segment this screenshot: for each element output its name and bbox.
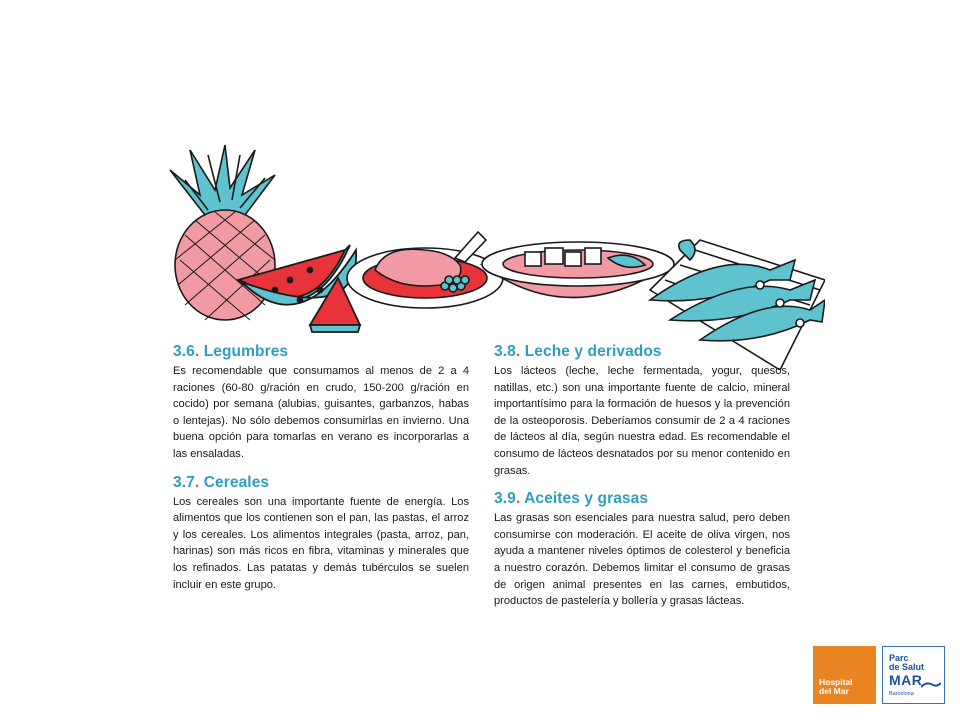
section-legumbres — [173, 343, 469, 463]
section-body: Las grasas son esenciales para nuestra salud, pero deben consumirse con moderación. El aceite de oliva virgen, nos ayuda a mantener niveles óptimos de colesterol y beneficia a nuestro corazón. Debemos limitar el consumo de grasas de origen animal presentes en las carnes, embutidos, productos de pastelería y bollería y grasas lácteas. — [494, 512, 790, 608]
heading-title: Leche y derivados — [524, 343, 662, 360]
right-column — [494, 343, 790, 621]
dairy-bowl-icon — [482, 242, 674, 298]
section-heading: 3.8. Leche y derivados — [494, 343, 662, 360]
section-heading: 3.9. Aceites y grasas — [494, 490, 649, 508]
section-cereales — [173, 474, 469, 594]
section-body: Los lácteos (leche, leche fermentada, yogur, quesos, natillas, etc.) son una importante fuente de calcio, mineral importantísimo para la formación de huesos y la prevención de la osteoporosis. Deberíamos consumir de 2 a 4 raciones de lácteos al día, según nuestra edad. Es recomendable el consumo de lácteos desnatados por su menor contenido en grasas. — [494, 365, 790, 477]
chicken-plate-icon — [347, 232, 503, 308]
hospital-del-mar-logo: Hospital del Mar — [813, 646, 876, 704]
section-body: Los cereales son una importante fuente de energía. Los alimentos que los contienen son el pan, las pastas, el arroz y los cereales. Los alimentos integrales (pasta, arroz, pan, harinas) son más ricos en fibra, vitaminas y minerales que los refinados. Las patatas y demás tubérculos se suelen incluir en este grupo. — [173, 495, 469, 591]
wave-icon — [921, 681, 941, 689]
section-heading: 3.6. Legumbres — [173, 343, 289, 360]
heading-number: 3.6 — [173, 343, 195, 360]
section-body: Es recomendable que consumamos al menos de 2 a 4 raciones (60-80 g/ración en crudo, 150-200 g/ración en cocido) por semana (alubias, guisantes, garbanzos, habas o lentejas). No sólo debemos consumirlas en invierno. Una buena opción para tomarlas en verano es incorporarlas a las ensaladas. — [173, 365, 469, 460]
heading-title: Cereales — [203, 473, 270, 491]
parc-de-salut-mar-logo: Parc de Salut MAR Barcelona — [882, 646, 945, 704]
food-illustration — [160, 140, 825, 370]
section-leche — [494, 343, 790, 479]
left-column — [173, 343, 469, 604]
logos — [813, 646, 945, 704]
heading-number: 3.9 — [494, 490, 516, 508]
heading-number: 3.7 — [173, 473, 195, 491]
heading-title: Aceites y grasas — [524, 490, 649, 508]
heading-title: Legumbres — [203, 343, 289, 360]
section-heading: 3.7. Cereales — [173, 473, 270, 491]
heading-number: 3.8 — [494, 343, 516, 360]
section-aceites — [494, 490, 790, 610]
